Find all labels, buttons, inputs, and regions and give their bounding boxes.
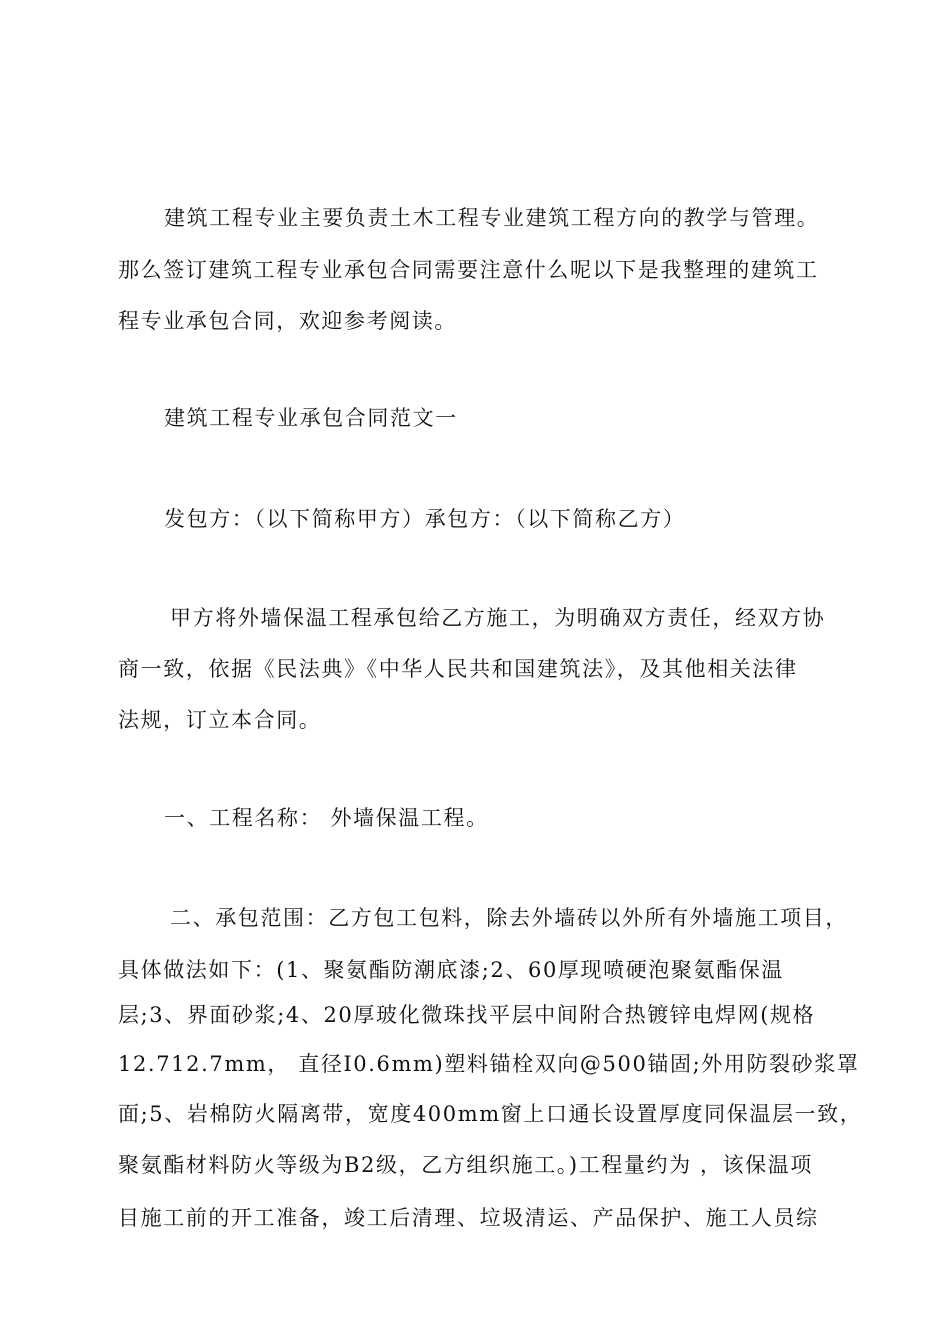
clause-2-line-5: 面;5、岩棉防火隔离带，宽度400mm窗上口通长设置厚度同保温层一致， (118, 1102, 863, 1126)
contract-heading: 建筑工程专业承包合同范文一 (164, 406, 458, 430)
intro-line-3: 程专业承包合同，欢迎参考阅读。 (118, 309, 457, 333)
contract-parties: 发包方：（以下简称甲方）承包方：（以下简称乙方） (164, 507, 686, 531)
clause-2-line-1: 二、承包范围：乙方包工包料，除去外墙砖以外所有外墙施工项目， (170, 906, 848, 930)
clause-2-line-2: 具体做法如下：(1、聚氨酯防潮底漆;2、60厚现喷硬泡聚氨酯保温 (118, 958, 784, 982)
clause-2-line-3: 层;3、界面砂浆;4、20厚玻化微珠找平层中间附合热镀锌电焊网(规格 (118, 1003, 816, 1027)
clause-2-line-7: 目施工前的开工准备，竣工后清理、垃圾清运、产品保护、施工人员综 (118, 1206, 819, 1230)
clause-2-line-4: 12.712.7mm， 直径I0.6mm)塑料锚栓双向@500锚固;外用防裂砂浆罩 (118, 1052, 860, 1076)
clause-2-line-6: 聚氨酯材料防火等级为B2级，乙方组织施工。)工程量约为 ，该保温项 (118, 1153, 813, 1177)
preamble-line-1: 甲方将外墙保温工程承包给乙方施工，为明确双方责任，经双方协 (170, 606, 826, 630)
intro-line-2: 那么签订建筑工程专业承包合同需要注意什么呢以下是我整理的建筑工 (118, 258, 819, 282)
clause-1-project-name: 一、工程名称： 外墙保温工程。 (164, 806, 489, 830)
intro-line-1: 建筑工程专业主要负责土木工程专业建筑工程方向的教学与管理。 (164, 206, 820, 230)
preamble-line-3: 法规，订立本合同。 (118, 708, 322, 732)
preamble-line-2: 商一致，依据《民法典》《中华人民共和国建筑法》，及其他相关法律 (118, 657, 798, 681)
